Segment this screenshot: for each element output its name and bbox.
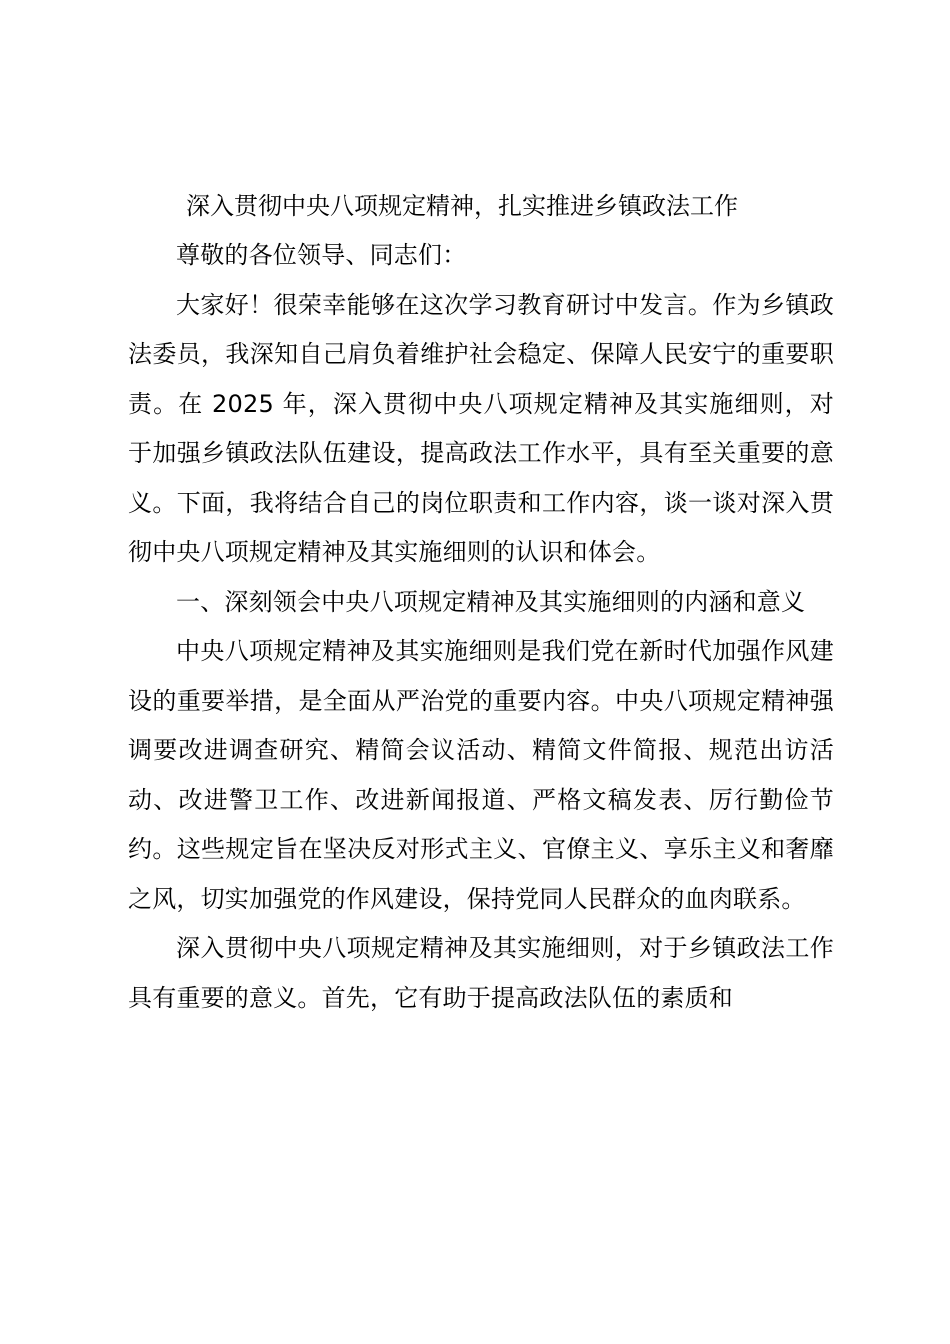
document-title: 深入贯彻中央八项规定精神，扎实推进乡镇政法工作 bbox=[186, 192, 738, 220]
paragraph-significance: 深入贯彻中央八项规定精神及其实施细则，对于乡镇政法工作具有重要的意义。首先，它有助于提高政法队伍的素质和 bbox=[128, 934, 834, 1012]
document-page bbox=[128, 182, 834, 1023]
paragraph-intro: 大家好！很荣幸能够在这次学习教育研讨中发言。作为乡镇政法委员，我深知自己肩负着维护社会稳定、保障人民安宁的重要职责。在 2025 年，深入贯彻中央八项规定精神及其实施细则，对于加强乡镇政法队伍建设，提高政法工作水平，具有至关重要的意义。下面，我将结合自己的岗位职责和工作内容，谈一谈对深入贯彻中央八项规定精神及其实施细则的认识和体会。 bbox=[128, 290, 834, 566]
salutation: 尊敬的各位领导、同志们： bbox=[176, 241, 467, 269]
paragraph-section-1-body: 中央八项规定精神及其实施细则是我们党在新时代加强作风建设的重要举措，是全面从严治党的重要内容。中央八项规定精神强调要改进调查研究、精简会议活动、精简文件简报、规范出访活动、改进警卫工作、改进新闻报道、严格文稿发表、厉行勤俭节约。这些规定旨在坚决反对形式主义、官僚主义、享乐主义和奢靡之风，切实加强党的作风建设，保持党同人民群众的血肉联系。 bbox=[128, 637, 834, 913]
section-heading-1: 一、深刻领会中央八项规定精神及其实施细则的内涵和意义 bbox=[176, 587, 806, 616]
